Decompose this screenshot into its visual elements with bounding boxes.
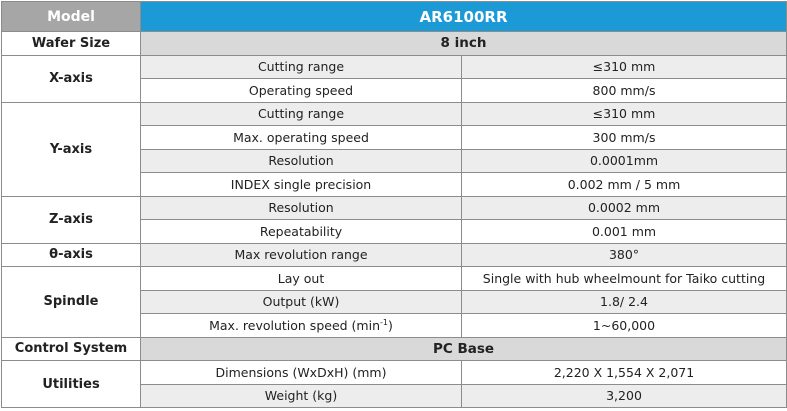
- model-label: Model: [2, 2, 141, 32]
- spec-param: Cutting range: [141, 55, 462, 79]
- z-axis-label: Z-axis: [2, 196, 141, 243]
- control-system-value: PC Base: [141, 337, 787, 361]
- spec-row: [2, 243, 787, 267]
- spec-value: 1.8/ 2.4: [462, 290, 787, 314]
- model-name: AR6100RR: [141, 2, 787, 32]
- spec-param: Operating speed: [141, 79, 462, 103]
- spec-value: 300 mm/s: [462, 126, 787, 150]
- spec-param: [141, 314, 462, 338]
- wafer-size-value: 8 inch: [141, 32, 787, 56]
- theta-axis-label: θ-axis: [2, 243, 141, 267]
- control-system-row: [2, 337, 787, 361]
- model-header-row: [2, 2, 787, 32]
- spec-value: 0.0002 mm: [462, 196, 787, 220]
- param-superscript: -1: [380, 317, 388, 327]
- spec-param: Output (kW): [141, 290, 462, 314]
- utilities-label: Utilities: [2, 361, 141, 408]
- spec-value: 0.001 mm: [462, 220, 787, 244]
- spec-value: 800 mm/s: [462, 79, 787, 103]
- spec-row: [2, 196, 787, 220]
- spec-param: INDEX single precision: [141, 173, 462, 197]
- spindle-label: Spindle: [2, 267, 141, 338]
- spec-param: Max revolution range: [141, 243, 462, 267]
- param-text-suffix: ): [387, 317, 393, 333]
- spec-value: ≤310 mm: [462, 55, 787, 79]
- spec-value: 0.0001mm: [462, 149, 787, 173]
- spec-value: 0.002 mm / 5 mm: [462, 173, 787, 197]
- spec-value: 380°: [462, 243, 787, 267]
- spec-row: [2, 102, 787, 126]
- spec-param: Repeatability: [141, 220, 462, 244]
- spec-row: [2, 55, 787, 79]
- control-system-label: Control System: [2, 337, 141, 361]
- spec-value: ≤310 mm: [462, 102, 787, 126]
- wafer-size-label: Wafer Size: [2, 32, 141, 56]
- spec-value: 3,200: [462, 384, 787, 408]
- spec-value: Single with hub wheelmount for Taiko cutting: [462, 267, 787, 291]
- x-axis-label: X-axis: [2, 55, 141, 102]
- y-axis-label: Y-axis: [2, 102, 141, 196]
- spec-param: Resolution: [141, 196, 462, 220]
- wafer-size-row: [2, 32, 787, 56]
- spec-param: Dimensions (WxDxH) (mm): [141, 361, 462, 385]
- spec-table: [1, 1, 787, 408]
- spec-param: Max. operating speed: [141, 126, 462, 150]
- param-text: Max. revolution speed (min: [209, 317, 380, 333]
- spec-param: Cutting range: [141, 102, 462, 126]
- spec-param: Weight (kg): [141, 384, 462, 408]
- spec-row: [2, 361, 787, 385]
- spec-param: Resolution: [141, 149, 462, 173]
- spec-value: 1~60,000: [462, 314, 787, 338]
- spec-row: [2, 267, 787, 291]
- spec-value: 2,220 X 1,554 X 2,071: [462, 361, 787, 385]
- spec-param: Lay out: [141, 267, 462, 291]
